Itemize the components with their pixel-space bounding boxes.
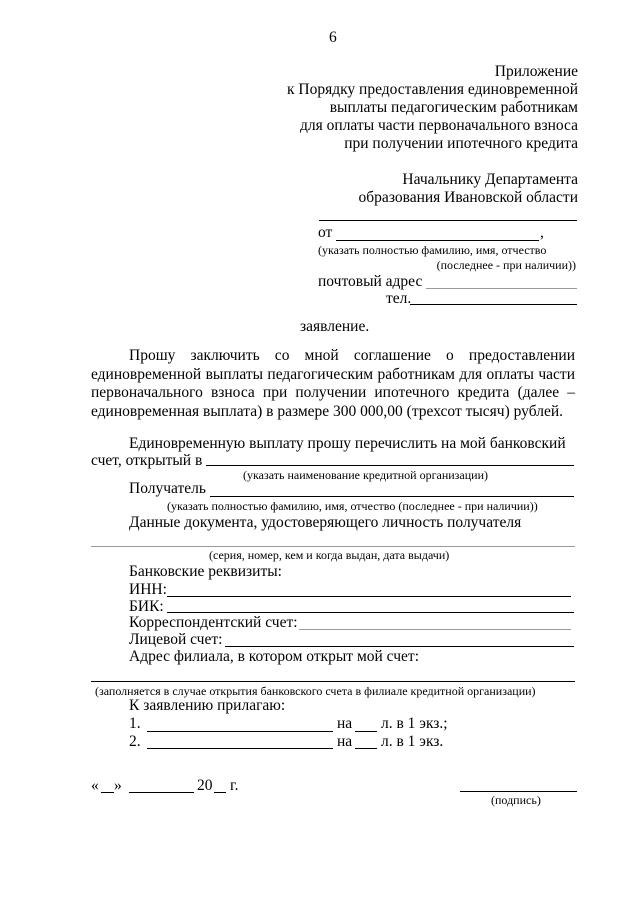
appendix-line: к Порядку предоставления единовременной [286,81,578,98]
attachment-name-field[interactable] [147,748,333,749]
bank-name-field[interactable] [206,465,574,466]
from-label: от [318,224,333,241]
id-document-hint: (серия, номер, кем и когда выдан, дата выдачи) [209,548,450,562]
applicant-name-line[interactable] [319,220,577,221]
from-comma: , [540,224,544,241]
phone-label: тел. [386,290,412,307]
phone-field[interactable] [410,304,577,305]
attachment-pages-field[interactable] [355,748,377,749]
correspondent-account-field[interactable] [299,629,571,630]
year-prefix: 20 [197,777,213,794]
postal-address-label: почтовый адрес [318,273,423,290]
request-paragraph: Прошу заключить со мной соглашение о предоставлении единовременной выплаты педагогическим работникам для оплаты части первоначального взноса при получении ипотечного кредита (далее – единовременная выплата) в размере 300 000,00 (трехсот тысяч) рублей. [91,347,575,420]
personal-account-field[interactable] [225,646,574,647]
signature-hint: (подпись) [491,793,541,807]
attachment-pages: л. в 1 экз.; [381,715,448,732]
bik-field[interactable] [167,612,574,613]
branch-address-hint: (заполняется в случае открытия банковского счета в филиале кредитной организации) [95,684,536,698]
quote-close: » [114,777,122,794]
from-hint: (указать полностью фамилию, имя, отчество [318,243,547,257]
addressee-line: образования Ивановской области [358,189,578,206]
id-document-field[interactable] [91,546,575,547]
year-field[interactable] [214,792,226,793]
quote-open: « [91,777,99,794]
attachment-number: 2. [129,733,141,750]
bik-label: БИК: [129,598,164,615]
recipient-field[interactable] [210,496,574,497]
recipient-hint: (указать полностью фамилию, имя, отчество (последнее - при наличии)) [167,499,538,513]
from-field[interactable] [336,240,539,241]
attachment-pages: л. в 1 экз. [381,733,444,750]
signature-field[interactable] [460,791,577,792]
branch-address-field[interactable] [91,681,575,682]
month-field[interactable] [129,792,194,793]
postal-address-field[interactable] [426,288,577,289]
branch-address-label: Адрес филиала, в котором открыт мой счет: [129,648,420,665]
bank-name-hint: (указать наименование кредитной организации) [243,468,488,482]
addressee-line: Начальнику Департамента [402,171,578,188]
from-hint: (последнее - при наличии)) [436,258,576,272]
id-document-label: Данные документа, удостоверяющего личность получателя [129,514,522,531]
attachment-number: 1. [129,715,141,732]
page-number: 6 [329,29,337,46]
transfer-text: счет, открытый в [91,452,203,469]
appendix-line: выплаты педагогическим работникам [329,99,578,116]
attachment-on: на [337,715,353,732]
recipient-label: Получатель [129,480,206,497]
correspondent-account-label: Корреспондентский счет: [129,614,298,631]
transfer-text: Единовременную выплату прошу перечислить на мой банковский [129,435,566,452]
bank-details-heading: Банковские реквизиты: [129,563,282,580]
inn-label: ИНН: [129,581,167,598]
day-field[interactable] [101,792,114,793]
attachment-pages-field[interactable] [355,731,377,732]
attachment-name-field[interactable] [147,731,333,732]
year-suffix: г. [230,777,239,794]
attachments-heading: К заявлению прилагаю: [129,697,286,714]
appendix-title: Приложение [494,63,578,80]
document-title: заявление. [300,318,370,335]
appendix-line: для оплаты части первоначального взноса [300,117,578,134]
attachment-on: на [337,733,353,750]
appendix-line: при получении ипотечного кредита [344,135,578,152]
personal-account-label: Лицевой счет: [129,631,223,648]
inn-field[interactable] [167,596,571,597]
